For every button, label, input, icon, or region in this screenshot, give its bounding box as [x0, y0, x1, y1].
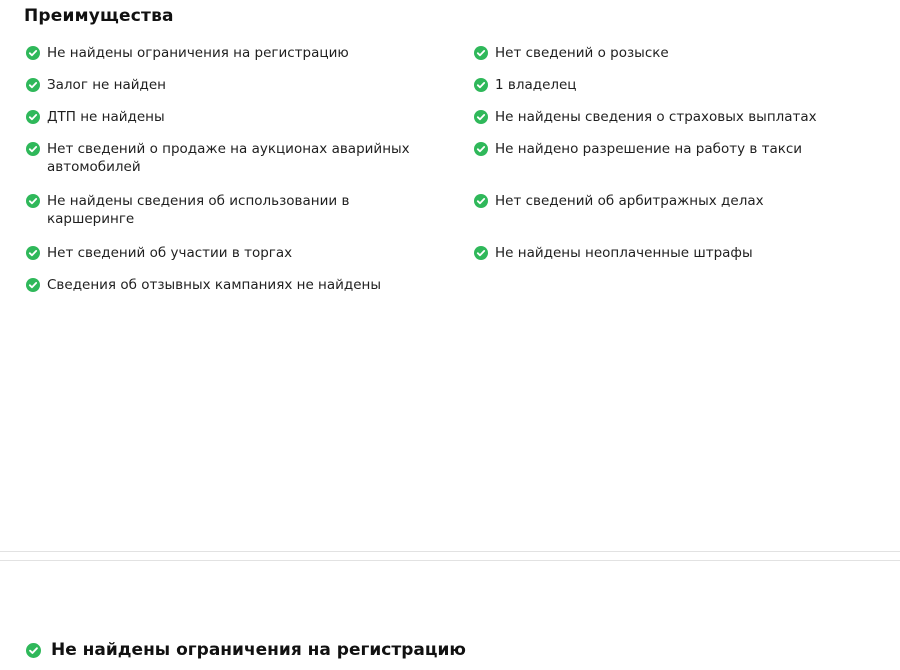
advantage-text: Не найдены сведения о страховых выплатах: [495, 109, 817, 125]
check-circle-icon: [26, 643, 41, 658]
advantage-text: Не найдены сведения об использовании в каршеринге: [47, 193, 350, 227]
check-circle-icon: [26, 194, 40, 208]
advantage-text: Нет сведений о продаже на аукционах аварийных автомобилей: [47, 141, 410, 175]
advantages-title: Преимущества: [24, 6, 174, 26]
advantage-text: Не найдены ограничения на регистрацию: [47, 45, 349, 61]
check-circle-icon: [26, 246, 40, 260]
advantage-item: [474, 140, 900, 192]
advantage-text: 1 владелец: [495, 77, 577, 93]
check-circle-icon: [474, 246, 488, 260]
check-circle-icon: [474, 142, 488, 156]
check-circle-icon: [26, 78, 40, 92]
detail-section-title: Не найдены ограничения на регистрацию: [51, 640, 466, 660]
advantages-left-column: [26, 44, 466, 308]
advantage-item: [26, 244, 466, 276]
advantage-item: [26, 276, 466, 308]
advantage-item: [474, 244, 900, 276]
advantage-item: [26, 140, 466, 192]
section-divider: [0, 560, 900, 561]
advantage-text: Не найдено разрешение на работу в такси: [495, 141, 803, 157]
advantage-item: [474, 108, 900, 140]
advantage-text: Залог не найден: [47, 77, 166, 93]
detail-section-heading: [26, 640, 466, 660]
check-circle-icon: [474, 194, 488, 208]
advantage-text: Нет сведений об арбитражных делах: [495, 193, 764, 209]
check-circle-icon: [474, 46, 488, 60]
advantage-item: [474, 192, 900, 244]
advantage-item: [26, 192, 466, 244]
advantage-item: [26, 44, 466, 76]
advantage-item: [26, 76, 466, 108]
advantage-text: Нет сведений об участии в торгах: [47, 245, 293, 261]
advantage-text: Сведения об отзывных кампаниях не найдены: [47, 277, 382, 293]
advantage-item: [474, 76, 900, 108]
advantage-item: [474, 44, 900, 76]
check-circle-icon: [26, 142, 40, 156]
check-circle-icon: [474, 110, 488, 124]
check-circle-icon: [474, 78, 488, 92]
check-circle-icon: [26, 278, 40, 292]
advantage-text: Нет сведений о розыске: [495, 45, 669, 61]
advantage-text: Не найдены неоплаченные штрафы: [495, 245, 753, 261]
check-circle-icon: [26, 46, 40, 60]
section-divider: [0, 551, 900, 552]
advantage-text: ДТП не найдены: [47, 109, 165, 125]
advantages-right-column: [474, 44, 900, 276]
advantage-item: [26, 108, 466, 140]
check-circle-icon: [26, 110, 40, 124]
